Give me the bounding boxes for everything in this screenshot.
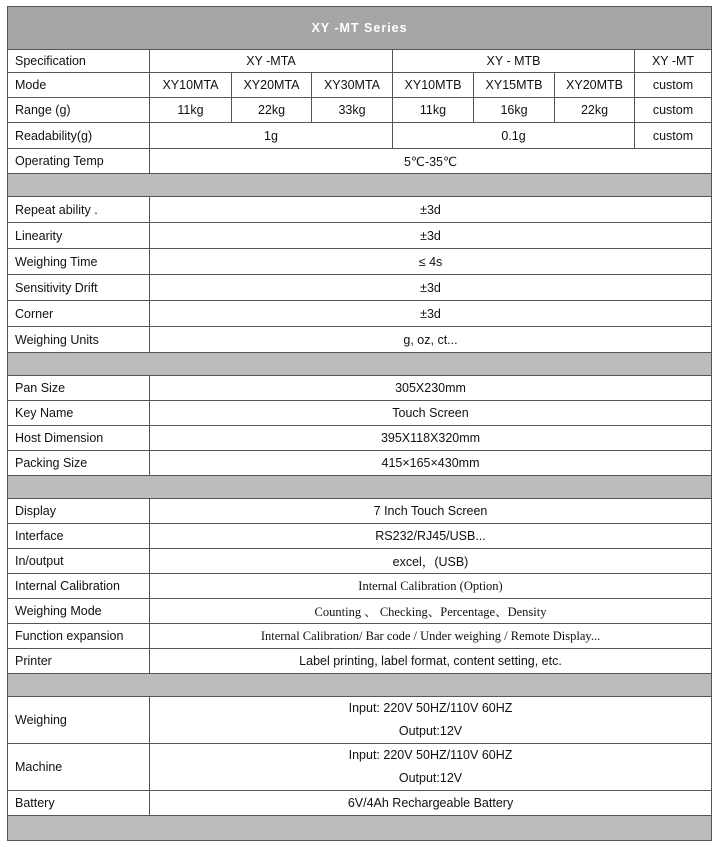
machine-output: Output:12V <box>398 771 463 785</box>
section-divider <box>8 353 712 376</box>
feature-row <box>8 549 712 574</box>
feature-row <box>8 499 712 524</box>
row-label: Packing Size <box>8 451 150 476</box>
battery-row <box>8 791 712 816</box>
performance-row <box>8 223 712 249</box>
row-value: ±3d <box>150 301 712 327</box>
physical-row <box>8 426 712 451</box>
power-row <box>8 697 712 744</box>
series-mta: XY -MTA <box>150 50 393 73</box>
feature-row <box>8 574 712 599</box>
mode-label: Mode <box>8 73 150 98</box>
performance-row <box>8 249 712 275</box>
readability-label: Readability(g) <box>8 123 150 149</box>
feature-row <box>8 649 712 674</box>
row-label: Sensitivity Drift <box>8 275 150 301</box>
row-label: In/output <box>8 549 150 574</box>
row-label: Host Dimension <box>8 426 150 451</box>
row-value: ≤ 4s <box>150 249 712 275</box>
title-row <box>8 7 712 50</box>
spec-table <box>7 6 712 841</box>
series-mt: XY -MT <box>635 50 712 73</box>
row-value: Label printing, label format, content setting, etc. <box>150 649 712 674</box>
battery-label: Battery <box>8 791 150 816</box>
machine-power <box>150 744 712 791</box>
row-label: Printer <box>8 649 150 674</box>
row-label: Linearity <box>8 223 150 249</box>
row-label: Interface <box>8 524 150 549</box>
section-divider <box>8 816 712 841</box>
machine-input: Input: 220V 50HZ/110V 60HZ <box>348 748 513 762</box>
feature-row <box>8 599 712 624</box>
range-cell: 33kg <box>312 98 393 123</box>
range-cell: 22kg <box>555 98 635 123</box>
range-cell: 11kg <box>150 98 232 123</box>
weighing-output: Output:12V <box>398 724 463 738</box>
performance-row <box>8 327 712 353</box>
mode-cell: XY20MTB <box>555 73 635 98</box>
row-value: 395X118X320mm <box>150 426 712 451</box>
row-label: Weighing Time <box>8 249 150 275</box>
row-value: ±3d <box>150 223 712 249</box>
readability-mt: custom <box>635 123 712 149</box>
physical-row <box>8 451 712 476</box>
spec-sheet <box>7 6 711 841</box>
row-value: Counting 、 Checking、Percentage、Density <box>150 599 712 624</box>
series-mtb: XY - MTB <box>393 50 635 73</box>
row-value: Touch Screen <box>150 401 712 426</box>
physical-row <box>8 401 712 426</box>
row-value: 305X230mm <box>150 376 712 401</box>
row-value: excel，(USB) <box>150 549 712 574</box>
row-label: Key Name <box>8 401 150 426</box>
temp-label: Operating Temp <box>8 149 150 174</box>
readability-mta: 1g <box>150 123 393 149</box>
range-cell: 16kg <box>474 98 555 123</box>
mode-cell: custom <box>635 73 712 98</box>
row-value: 415×165×430mm <box>150 451 712 476</box>
weighing-power <box>150 697 712 744</box>
performance-row <box>8 301 712 327</box>
row-value: Internal Calibration/ Bar code / Under weighing / Remote Display... <box>150 624 712 649</box>
mode-cell: XY20MTA <box>232 73 312 98</box>
range-row <box>8 98 712 123</box>
power-row <box>8 744 712 791</box>
mode-cell: XY30MTA <box>312 73 393 98</box>
row-value: ±3d <box>150 197 712 223</box>
range-cell: 22kg <box>232 98 312 123</box>
row-value: ±3d <box>150 275 712 301</box>
temp-row <box>8 149 712 174</box>
row-label: Repeat ability . <box>8 197 150 223</box>
physical-row <box>8 376 712 401</box>
row-label: Internal Calibration <box>8 574 150 599</box>
weighing-input: Input: 220V 50HZ/110V 60HZ <box>348 701 513 715</box>
feature-row <box>8 624 712 649</box>
section-divider <box>8 174 712 197</box>
row-value: g, oz, ct... <box>150 327 712 353</box>
row-value: RS232/RJ45/USB... <box>150 524 712 549</box>
row-label: Function expansion <box>8 624 150 649</box>
temp-value: 5℃-35℃ <box>150 149 712 174</box>
range-cell: custom <box>635 98 712 123</box>
mode-cell: XY15MTB <box>474 73 555 98</box>
range-cell: 11kg <box>393 98 474 123</box>
row-value: Internal Calibration (Option) <box>150 574 712 599</box>
row-value: 7 Inch Touch Screen <box>150 499 712 524</box>
performance-row <box>8 197 712 223</box>
row-label: Display <box>8 499 150 524</box>
feature-row <box>8 524 712 549</box>
row-label: Pan Size <box>8 376 150 401</box>
readability-mtb: 0.1g <box>393 123 635 149</box>
mode-row <box>8 73 712 98</box>
mode-cell: XY10MTB <box>393 73 474 98</box>
battery-value: 6V/4Ah Rechargeable Battery <box>150 791 712 816</box>
section-divider <box>8 674 712 697</box>
specification-row <box>8 50 712 73</box>
machine-label: Machine <box>8 744 150 791</box>
spec-label: Specification <box>8 50 150 73</box>
row-label: Weighing Mode <box>8 599 150 624</box>
row-label: Corner <box>8 301 150 327</box>
page-title: XY -MT Series <box>8 7 712 50</box>
range-label: Range (g) <box>8 98 150 123</box>
row-label: Weighing Units <box>8 327 150 353</box>
weighing-label: Weighing <box>8 697 150 744</box>
mode-cell: XY10MTA <box>150 73 232 98</box>
performance-row <box>8 275 712 301</box>
readability-row <box>8 123 712 149</box>
section-divider <box>8 476 712 499</box>
